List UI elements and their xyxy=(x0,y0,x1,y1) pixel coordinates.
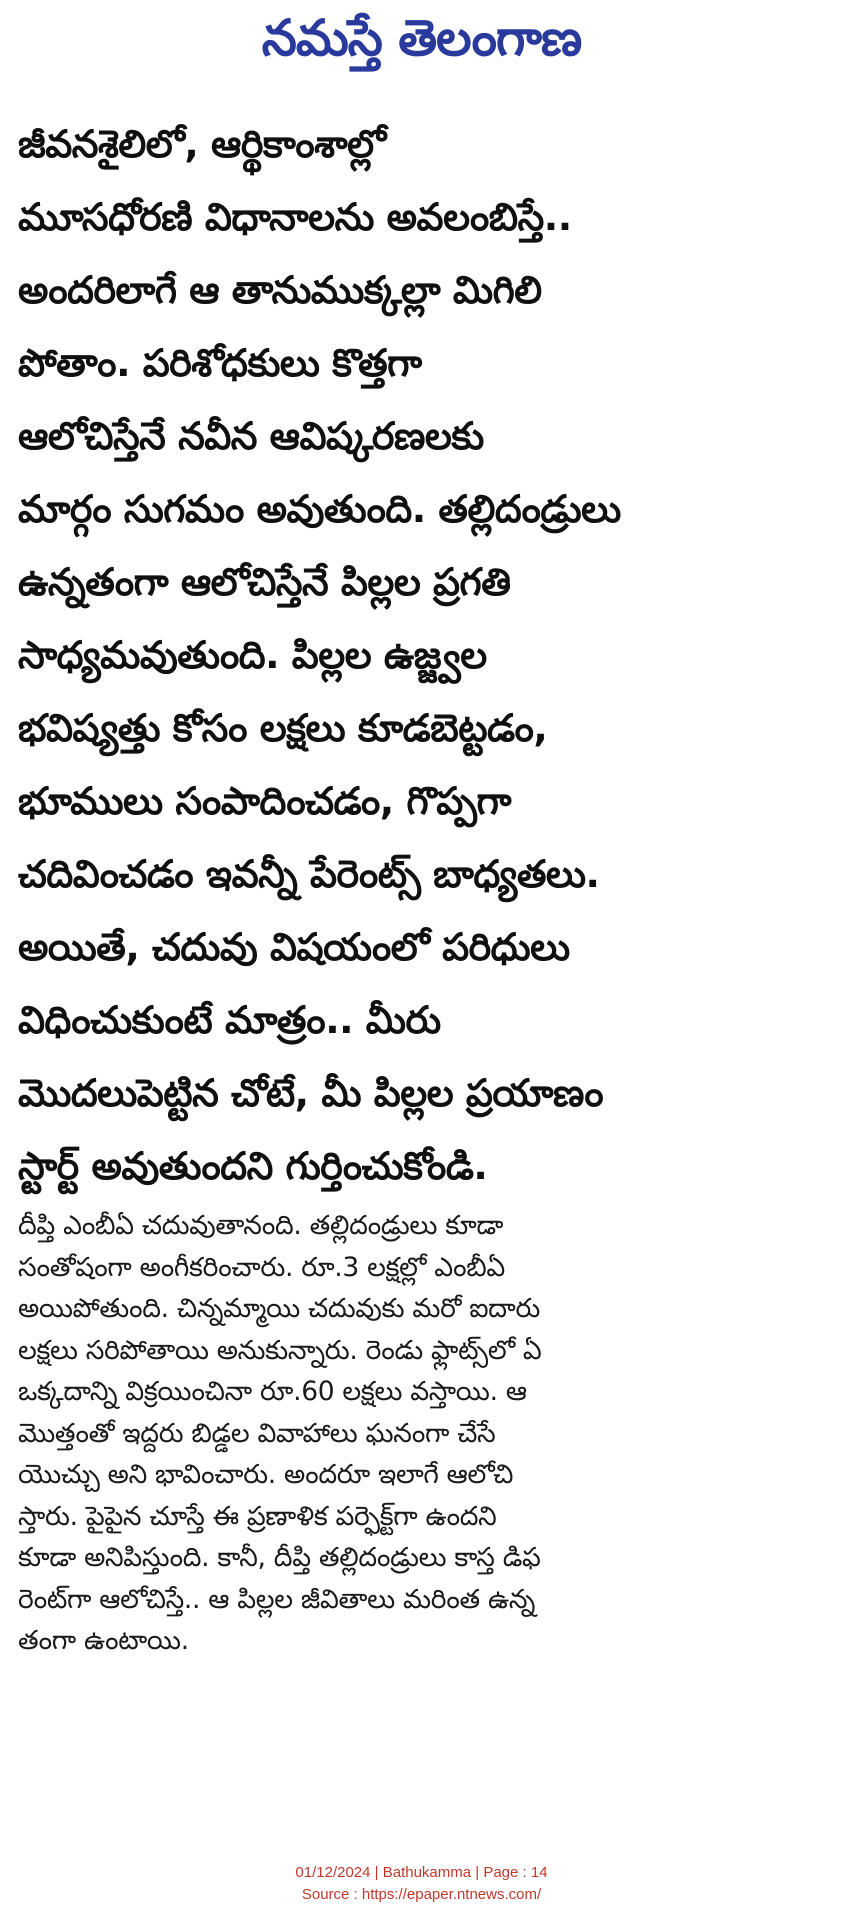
lead-line: చదివించడం ఇవన్నీ పేరెంట్స్ బాధ్యతలు. xyxy=(18,852,600,896)
body-line: మొత్తంతో ఇద్దరు బిడ్డల వివాహాలు ఘనంగా చేసే xyxy=(18,1417,496,1449)
newspaper-masthead: నమస్తే తెలంగాణ xyxy=(261,9,582,67)
page-footer xyxy=(0,1862,843,1906)
article xyxy=(18,108,818,1928)
lead-line: భూములు సంపాదించడం, గొప్పగా xyxy=(18,779,511,823)
lead-line: సాధ్యమవుతుంది. పిల్లల ఉజ్జ్వల xyxy=(18,633,487,677)
body-line: తంగా ఉంటాయి. xyxy=(18,1625,189,1656)
lead-line: ఉన్నతంగా ఆలోచిస్తేనే పిల్లల ప్రగతి xyxy=(18,560,511,604)
body-line: యొచ్చు అని భావించారు. అందరూ ఇలాగే ఆలోచి xyxy=(18,1459,514,1490)
body-line: కూడా అనిపిస్తుంది. కానీ, దీప్తి తల్లిదండ్రులు కాస్త డిఫ xyxy=(18,1542,541,1573)
body-line: దీప్తి ఎంబీఏ చదువుతానంది. తల్లిదండ్రులు కూడా xyxy=(18,1210,504,1241)
lead-line: అందరిలాగే ఆ తానుముక్కల్లా మిగిలి xyxy=(18,268,542,312)
lead-line: పోతాం. పరిశోధకులు కొత్తగా xyxy=(18,341,422,385)
lead-line: ఆలోచిస్తేనే నవీన ఆవిష్కరణలకు xyxy=(18,414,484,458)
lead-line: భవిష్యత్తు కోసం లక్షలు కూడబెట్టడం, xyxy=(18,706,548,750)
lead-paragraph xyxy=(18,108,818,1203)
lead-line: స్టార్ట్ అవుతుందని గుర్తించుకోండి. xyxy=(18,1144,488,1188)
lead-line: మార్గం సుగమం అవుతుంది. తల్లిదండ్రులు xyxy=(18,487,621,531)
body-line: రెంట్‌గా ఆలోచిస్తే.. ఆ పిల్లల జీవితాలు మరింత ఉన్న xyxy=(18,1583,536,1615)
lead-line: అయితే, చదువు విషయంలో పరిధులు xyxy=(18,925,570,969)
source-link[interactable]: Source : https://epaper.ntnews.com/ xyxy=(301,1886,542,1903)
body-paragraph xyxy=(18,1205,541,1662)
body-line: సంతోషంగా అంగీకరించారు. రూ.3 లక్షల్లో ఎంబీఏ xyxy=(18,1251,505,1283)
lead-line: విధించుకుంటే మాత్రం.. మీరు xyxy=(18,998,441,1042)
body-line: ఒక్కదాన్ని విక్రయించినా రూ.60 లక్షలు వస్తాయి. ఆ xyxy=(18,1376,527,1407)
body-line: లక్షలు సరిపోతాయి అనుకున్నారు. రెండు ఫ్లాట్స్‌లో ఏ xyxy=(18,1334,542,1366)
lead-line: జీవనశైలిలో, ఆర్థికాంశాల్లో xyxy=(18,122,386,166)
body-line: స్తారు. పైపైన చూస్తే ఈ ప్రణాళిక పర్ఫెక్ట్‌గా ఉందని xyxy=(18,1500,497,1532)
edition-info: 01/12/2024 | Bathukamma | Page : 14 xyxy=(295,1864,548,1881)
lead-line: మొదలుపెట్టిన చోటే, మీ పిల్లల ప్రయాణం xyxy=(18,1071,604,1115)
lead-line: మూసధోరణి విధానాలను అవలంబిస్తే.. xyxy=(18,195,572,239)
body-line: అయిపోతుంది. చిన్నమ్మాయి చదువుకు మరో ఐదారు xyxy=(18,1293,541,1324)
